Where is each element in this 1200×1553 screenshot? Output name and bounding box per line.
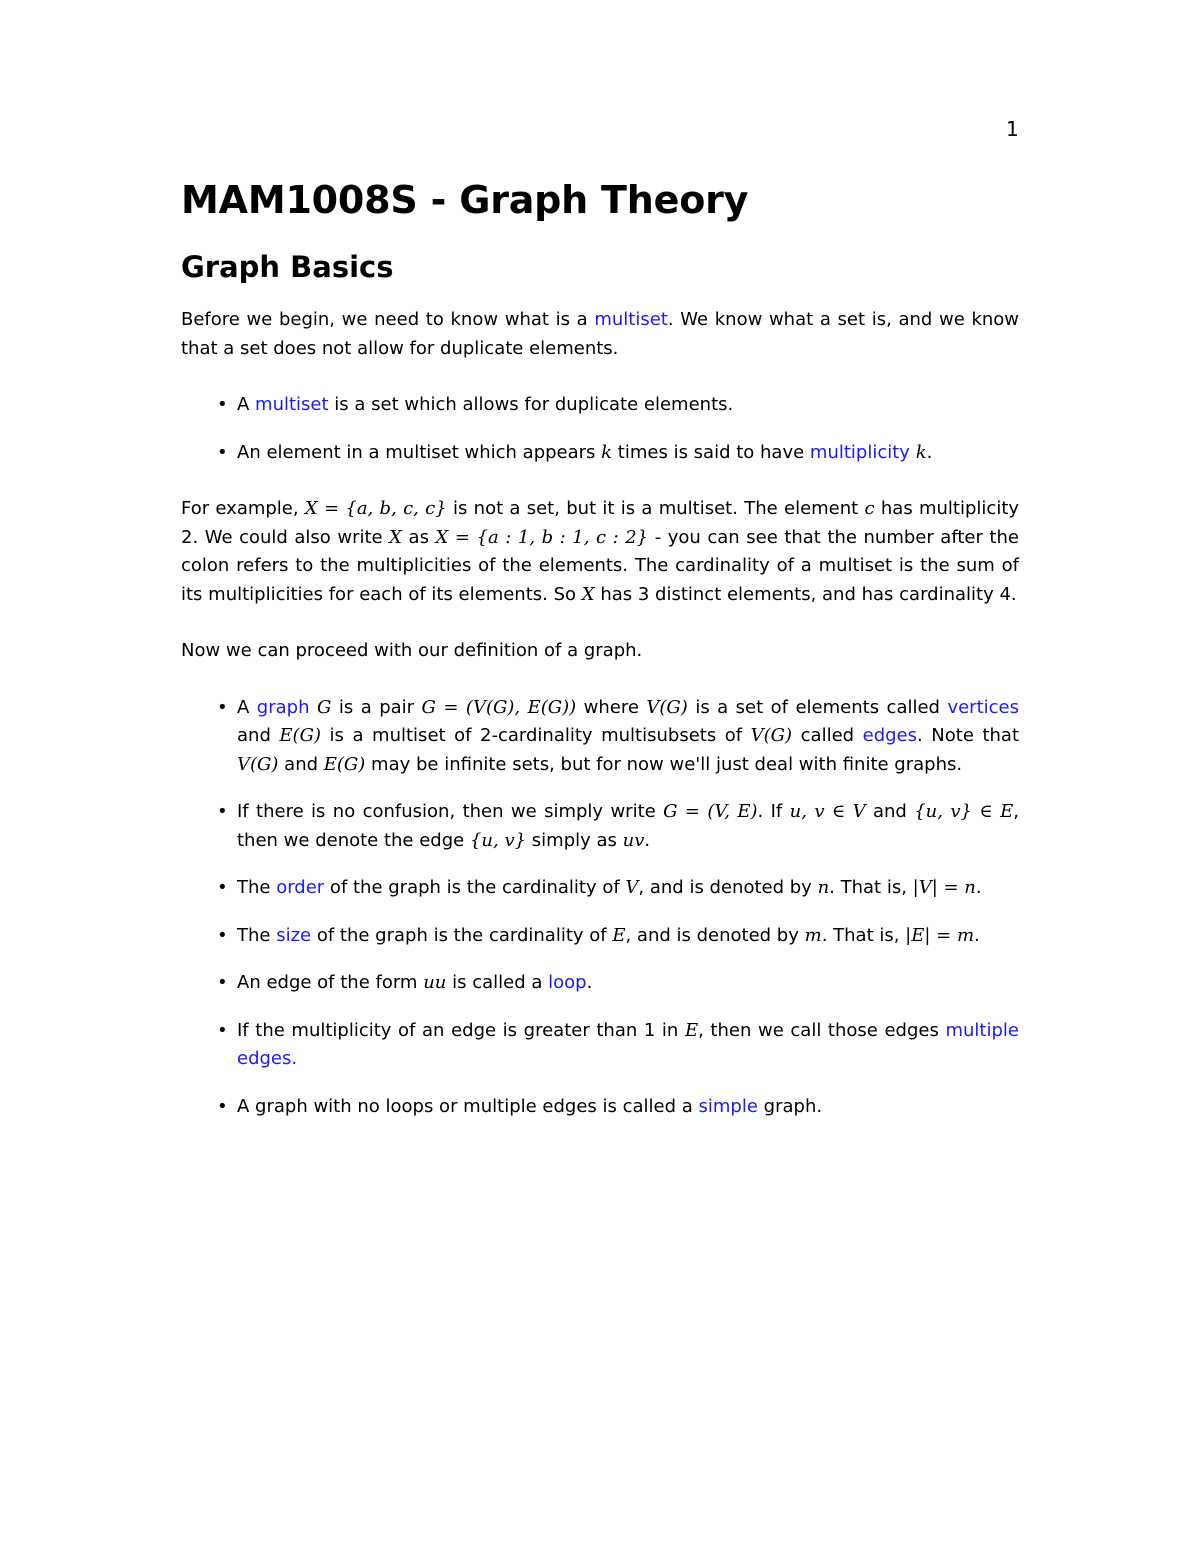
text: For example, bbox=[181, 498, 305, 519]
bullet-icon: • bbox=[217, 394, 228, 415]
text: , then we denote the edge bbox=[237, 801, 1019, 851]
math-vg: V(G) bbox=[237, 753, 279, 775]
text: and bbox=[865, 801, 915, 822]
text: may be infinite sets, but for now we'll just deal with finite graphs. bbox=[365, 753, 963, 775]
list-item bbox=[181, 439, 1019, 468]
term-edges: edges bbox=[862, 725, 918, 746]
math-g: G bbox=[316, 696, 332, 718]
text: . bbox=[975, 877, 982, 898]
math-x: X bbox=[304, 498, 318, 519]
text: , then we call those edges bbox=[698, 1019, 946, 1041]
bullet-icon: • bbox=[217, 877, 228, 898]
text: If there is no confusion, then we simply write bbox=[237, 801, 664, 822]
list-item bbox=[181, 969, 1019, 998]
term-vertices: vertices bbox=[947, 696, 1019, 718]
list-item bbox=[181, 391, 1019, 420]
math-m: m bbox=[804, 924, 822, 946]
proceed-paragraph: Now we can proceed with our definition of a graph. bbox=[181, 640, 643, 661]
text: of the graph is the cardinality of bbox=[324, 877, 626, 898]
text: An edge of the form bbox=[237, 972, 424, 993]
math-x: X bbox=[435, 526, 449, 548]
document-body bbox=[181, 178, 1019, 1149]
text: . bbox=[926, 441, 933, 463]
bullet-icon: • bbox=[217, 696, 228, 718]
text: . Note that bbox=[917, 725, 1019, 746]
text: A bbox=[237, 394, 256, 415]
text: . bbox=[586, 972, 593, 993]
text: . bbox=[291, 1048, 298, 1069]
term-multiset: multiset bbox=[594, 309, 668, 330]
list-item bbox=[181, 874, 1019, 903]
math-uve: {u, v} ∈ E bbox=[914, 801, 1014, 822]
list-item bbox=[181, 922, 1019, 951]
term-graph: graph bbox=[256, 696, 310, 718]
math-uv-set: {u, v} bbox=[469, 829, 527, 851]
math-k: k bbox=[601, 441, 613, 463]
text: has multiplicity 2. We could also write bbox=[181, 498, 1020, 548]
bullet-icon: • bbox=[217, 1095, 228, 1117]
text: and bbox=[278, 753, 324, 775]
text: is a multiset of 2-cardinality multisubsets of bbox=[321, 725, 751, 746]
intro-paragraph bbox=[181, 306, 1019, 363]
section-title: Graph Basics bbox=[181, 250, 394, 284]
text: The bbox=[237, 924, 277, 946]
math-x: X bbox=[389, 526, 402, 548]
text: graph. bbox=[757, 1095, 823, 1117]
text: is called a bbox=[446, 972, 549, 993]
page-number: 1 bbox=[1006, 117, 1019, 141]
text: is a set of elements called bbox=[687, 696, 948, 718]
math-uv: uv bbox=[622, 829, 645, 851]
text bbox=[310, 697, 317, 718]
text: . We know what a set is, and we know that a set does not allow for duplicate elements. bbox=[181, 309, 1020, 359]
document-title: MAM1008S - Graph Theory bbox=[181, 178, 749, 222]
math-gve: G = (V, E) bbox=[663, 801, 758, 822]
text: where bbox=[576, 696, 647, 718]
text: . bbox=[644, 829, 651, 851]
math-uvv: u, v ∈ V bbox=[789, 801, 866, 822]
math-e: E bbox=[684, 1019, 699, 1041]
text: of the graph is the cardinality of bbox=[311, 924, 613, 946]
term-size: size bbox=[276, 924, 312, 946]
list-item bbox=[181, 1017, 1019, 1074]
math-eq: = bbox=[317, 498, 346, 519]
text: times is said to have bbox=[612, 441, 810, 463]
math-eg: E(G) bbox=[279, 725, 321, 746]
text: . If bbox=[757, 801, 790, 822]
math-x: X bbox=[581, 583, 595, 605]
text: A bbox=[237, 696, 257, 718]
term-order: order bbox=[276, 877, 325, 898]
text: . That is, bbox=[829, 877, 913, 898]
text: A graph with no loops or multiple edges is called a bbox=[237, 1095, 699, 1117]
text: is a set which allows for duplicate elements. bbox=[328, 394, 734, 415]
text: has 3 distinct elements, and has cardinality 4. bbox=[594, 583, 1017, 605]
term-loop: loop bbox=[548, 972, 587, 993]
math-order-eq: |V| = n bbox=[912, 877, 976, 898]
graph-definition-list bbox=[181, 694, 1019, 1122]
math-e: E bbox=[612, 924, 626, 946]
text: as bbox=[401, 526, 436, 548]
bullet-icon: • bbox=[217, 441, 228, 463]
term-multiple-edges: multiple edges bbox=[237, 1019, 1019, 1069]
math-set: {a, b, c, c} bbox=[345, 498, 447, 519]
multiset-bullet-list bbox=[181, 391, 1019, 467]
text: If the multiplicity of an edge is greater than 1 in bbox=[237, 1019, 685, 1041]
text: , and is denoted by bbox=[638, 877, 818, 898]
text: is a pair bbox=[331, 696, 422, 718]
term-multiplicity: multiplicity bbox=[809, 441, 910, 463]
text: called bbox=[792, 725, 863, 746]
math-set: {a : 1, b : 1, c : 2} bbox=[476, 526, 649, 548]
example-paragraph bbox=[181, 495, 1019, 609]
term-multiset: multiset bbox=[255, 394, 329, 415]
math-size-eq: |E| = m bbox=[905, 924, 975, 946]
math-pair: G = (V(G), E(G)) bbox=[421, 696, 577, 718]
text: - you can see that the number after the colon refers to the multiplicities of the elements. The cardinality of a multiset is the sum of its multiplicities for each of its elements. So bbox=[181, 526, 1019, 605]
text: and bbox=[237, 725, 280, 746]
bullet-icon: • bbox=[217, 924, 228, 946]
math-eg: E(G) bbox=[323, 753, 366, 775]
bullet-icon: • bbox=[217, 801, 228, 822]
math-v: V bbox=[625, 877, 639, 898]
bullet-icon: • bbox=[217, 1019, 228, 1041]
text: . bbox=[974, 924, 980, 946]
math-n: n bbox=[817, 877, 830, 898]
math-eq: = bbox=[448, 526, 477, 548]
list-item bbox=[181, 798, 1019, 855]
text: . That is, bbox=[821, 924, 906, 946]
math-k: k bbox=[915, 441, 927, 463]
bullet-icon: • bbox=[217, 972, 228, 993]
list-item bbox=[181, 1093, 1019, 1122]
text: simply as bbox=[526, 829, 623, 851]
text: An element in a multiset which appears bbox=[237, 441, 602, 463]
text: , and is denoted by bbox=[625, 924, 805, 946]
math-uu: uu bbox=[423, 972, 447, 993]
text: Before we begin, we need to know what is a bbox=[181, 309, 595, 330]
list-item bbox=[181, 694, 1019, 780]
text: is not a set, but it is a multiset. The element bbox=[446, 498, 865, 519]
math-vg: V(G) bbox=[646, 696, 688, 718]
math-vg: V(G) bbox=[750, 725, 793, 746]
math-c: c bbox=[864, 498, 875, 519]
term-simple: simple bbox=[698, 1095, 758, 1117]
text: The bbox=[237, 877, 277, 898]
